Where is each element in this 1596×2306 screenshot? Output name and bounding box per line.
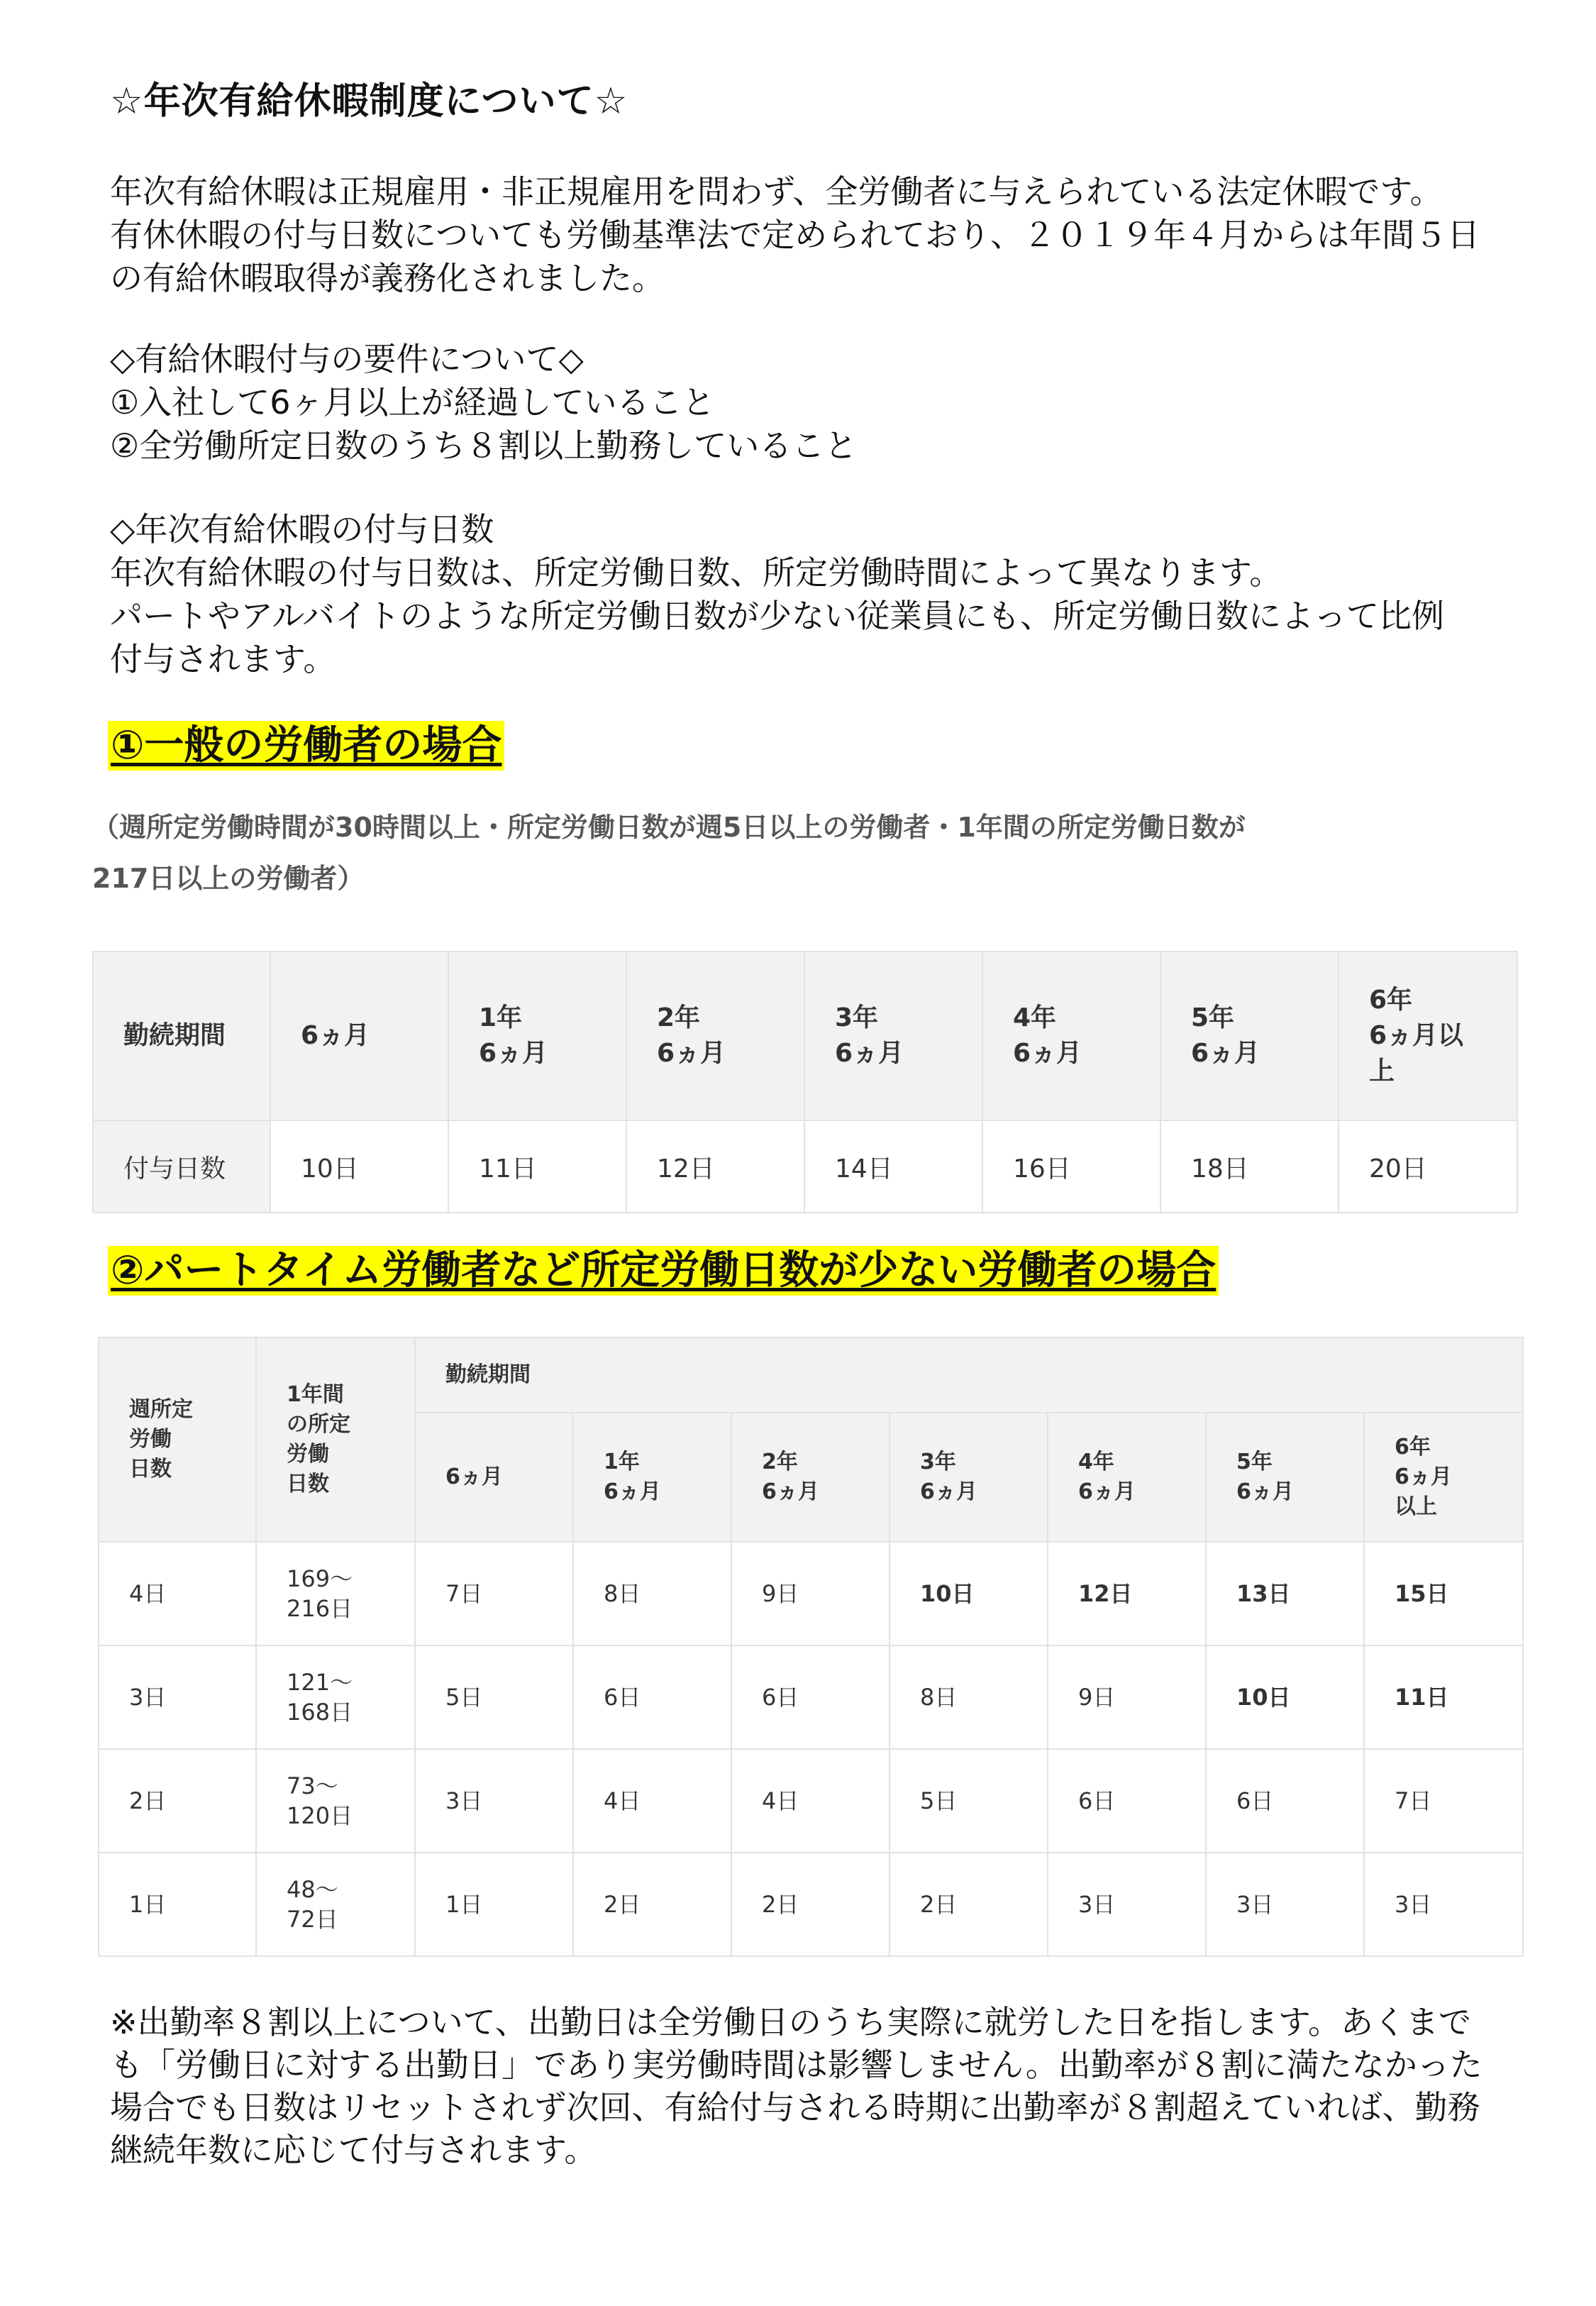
intro-paragraph: [110, 170, 1500, 300]
table-cell: 10日: [1206, 1645, 1364, 1749]
note-line: 217日以上の労働者）: [92, 863, 365, 894]
table-cell: 2日: [573, 1853, 731, 1956]
column-header: 4年 6ヵ月: [1048, 1413, 1206, 1542]
weekly-days-cell: 1日: [99, 1853, 256, 1956]
column-header: 1年 6ヵ月: [573, 1413, 731, 1542]
table-cell: 2日: [890, 1853, 1048, 1956]
table-cell: 6日: [731, 1645, 890, 1749]
table-cell: 12日: [626, 1120, 804, 1213]
table-row: [99, 1645, 1523, 1749]
weekly-days-cell: 2日: [99, 1749, 256, 1853]
part-time-worker-table: [98, 1337, 1524, 1957]
column-header: 6年 6ヵ月 以上: [1364, 1413, 1523, 1542]
footnote-paragraph: [110, 2001, 1500, 2171]
column-header-annual-days: 1年間 の所定 労働 日数: [256, 1337, 415, 1542]
table-cell: 4日: [573, 1749, 731, 1853]
table-cell: 1日: [415, 1853, 573, 1956]
column-header: 4年 6ヵ月: [982, 951, 1160, 1120]
table-cell: 6日: [1206, 1749, 1364, 1853]
table-cell: 3日: [1206, 1853, 1364, 1956]
column-header: 6年 6ヵ月以 上: [1339, 951, 1517, 1120]
table-cell: 11日: [1364, 1645, 1523, 1749]
column-header: 5年 6ヵ月: [1206, 1413, 1364, 1542]
column-header: 2年 6ヵ月: [626, 951, 804, 1120]
requirements-heading: ◇有給休暇付与の要件について◇: [110, 340, 584, 378]
table-cell: 8日: [573, 1542, 731, 1645]
table-cell: 20日: [1339, 1120, 1517, 1213]
table-header-row: [93, 951, 1517, 1120]
table-cell: 11日: [448, 1120, 626, 1213]
annual-days-cell: 169～ 216日: [256, 1542, 415, 1645]
table-cell: 9日: [731, 1542, 890, 1645]
column-header: 3年 6ヵ月: [890, 1413, 1048, 1542]
section1-heading: ①一般の労働者の場合: [108, 721, 504, 771]
table-cell: 4日: [731, 1749, 890, 1853]
column-header: 6ヵ月: [270, 951, 448, 1120]
table-cell: 10日: [890, 1542, 1048, 1645]
table-cell: 18日: [1160, 1120, 1339, 1213]
column-header: 勤続期間: [93, 951, 270, 1120]
section2-heading: ②パートタイム労働者など所定労働日数が少ない労働者の場合: [108, 1246, 1219, 1296]
table-row: [99, 1853, 1523, 1956]
table-cell: 7日: [1364, 1749, 1523, 1853]
intro-line: 有休休暇の付与日数についても労働基準法で定められており、２０１９年４月からは年間５日: [110, 216, 1480, 254]
column-header: 5年 6ヵ月: [1160, 951, 1339, 1120]
footnote-line: 場合でも日数はリセットされず次回、有給付与される時期に出勤率が８割超えていれば、勤務: [110, 2088, 1480, 2126]
table-cell: 9日: [1048, 1645, 1206, 1749]
intro-line: 年次有給休暇は正規雇用・非正規雇用を問わず、全労働者に与えられている法定休暇です。: [110, 172, 1443, 211]
table-cell: 3日: [1364, 1853, 1523, 1956]
column-header: 6ヵ月: [415, 1413, 573, 1542]
table-cell: 5日: [890, 1749, 1048, 1853]
grant-days-line: 付与されます。: [110, 640, 336, 678]
requirement-item: ①入社して6ヶ月以上が経過していること: [110, 383, 715, 421]
table-cell: 10日: [270, 1120, 448, 1213]
note-line: （週所定労働時間が30時間以上・所定労働日数が週5日以上の労働者・1年間の所定労働日数が: [92, 812, 1246, 843]
table-cell: 15日: [1364, 1542, 1523, 1645]
table-row: [99, 1542, 1523, 1645]
weekly-days-cell: 3日: [99, 1645, 256, 1749]
annual-days-cell: 121～ 168日: [256, 1645, 415, 1749]
table-cell: 8日: [890, 1645, 1048, 1749]
table-cell: 13日: [1206, 1542, 1364, 1645]
grant-days-paragraph: [110, 508, 1500, 681]
annual-days-cell: 73～ 120日: [256, 1749, 415, 1853]
column-header-weekly-days: 週所定 労働 日数: [99, 1337, 256, 1542]
row-header: 付与日数: [93, 1120, 270, 1213]
table-cell: 2日: [731, 1853, 890, 1956]
requirements-paragraph: [110, 338, 1500, 468]
footnote-line: 継続年数に応じて付与されます。: [110, 2131, 597, 2169]
column-header: 3年 6ヵ月: [804, 951, 982, 1120]
table-row: [99, 1749, 1523, 1853]
table-cell: 7日: [415, 1542, 573, 1645]
footnote-line: も「労働日に対する出勤日」であり実労働時間は影響しません。出勤率が８割に満たなかった: [110, 2046, 1483, 2084]
general-worker-table: [92, 951, 1518, 1213]
requirement-item: ②全労働所定日数のうち８割以上勤務していること: [110, 426, 858, 465]
table-cell: 6日: [1048, 1749, 1206, 1853]
table-cell: 6日: [573, 1645, 731, 1749]
table-cell: 3日: [415, 1749, 573, 1853]
grant-days-heading: ◇年次有給休暇の付与日数: [110, 510, 494, 548]
table-cell: 14日: [804, 1120, 982, 1213]
table-row: [93, 1120, 1517, 1213]
table-header-row: [99, 1337, 1523, 1413]
page-title: ☆年次有給休暇制度について☆: [110, 80, 628, 123]
table-cell: 16日: [982, 1120, 1160, 1213]
intro-line: の有給休暇取得が義務化されました。: [110, 259, 665, 297]
table-cell: 5日: [415, 1645, 573, 1749]
annual-days-cell: 48～ 72日: [256, 1853, 415, 1956]
grant-days-line: パートやアルバイトのような所定労働日数が少ない従業員にも、所定労働日数によって比例: [110, 597, 1444, 635]
footnote-line: ※出勤率８割以上について、出勤日は全労働日のうち実際に就労した日を指します。あくまで: [110, 2003, 1472, 2041]
column-header: 1年 6ヵ月: [448, 951, 626, 1120]
grant-days-line: 年次有給休暇の付与日数は、所定労働日数、所定労働時間によって異なります。: [110, 553, 1282, 592]
table-cell: 12日: [1048, 1542, 1206, 1645]
weekly-days-cell: 4日: [99, 1542, 256, 1645]
section1-note: [92, 802, 1497, 904]
group-header: 勤続期間: [415, 1337, 1523, 1413]
column-header: 2年 6ヵ月: [731, 1413, 890, 1542]
table-cell: 3日: [1048, 1853, 1206, 1956]
